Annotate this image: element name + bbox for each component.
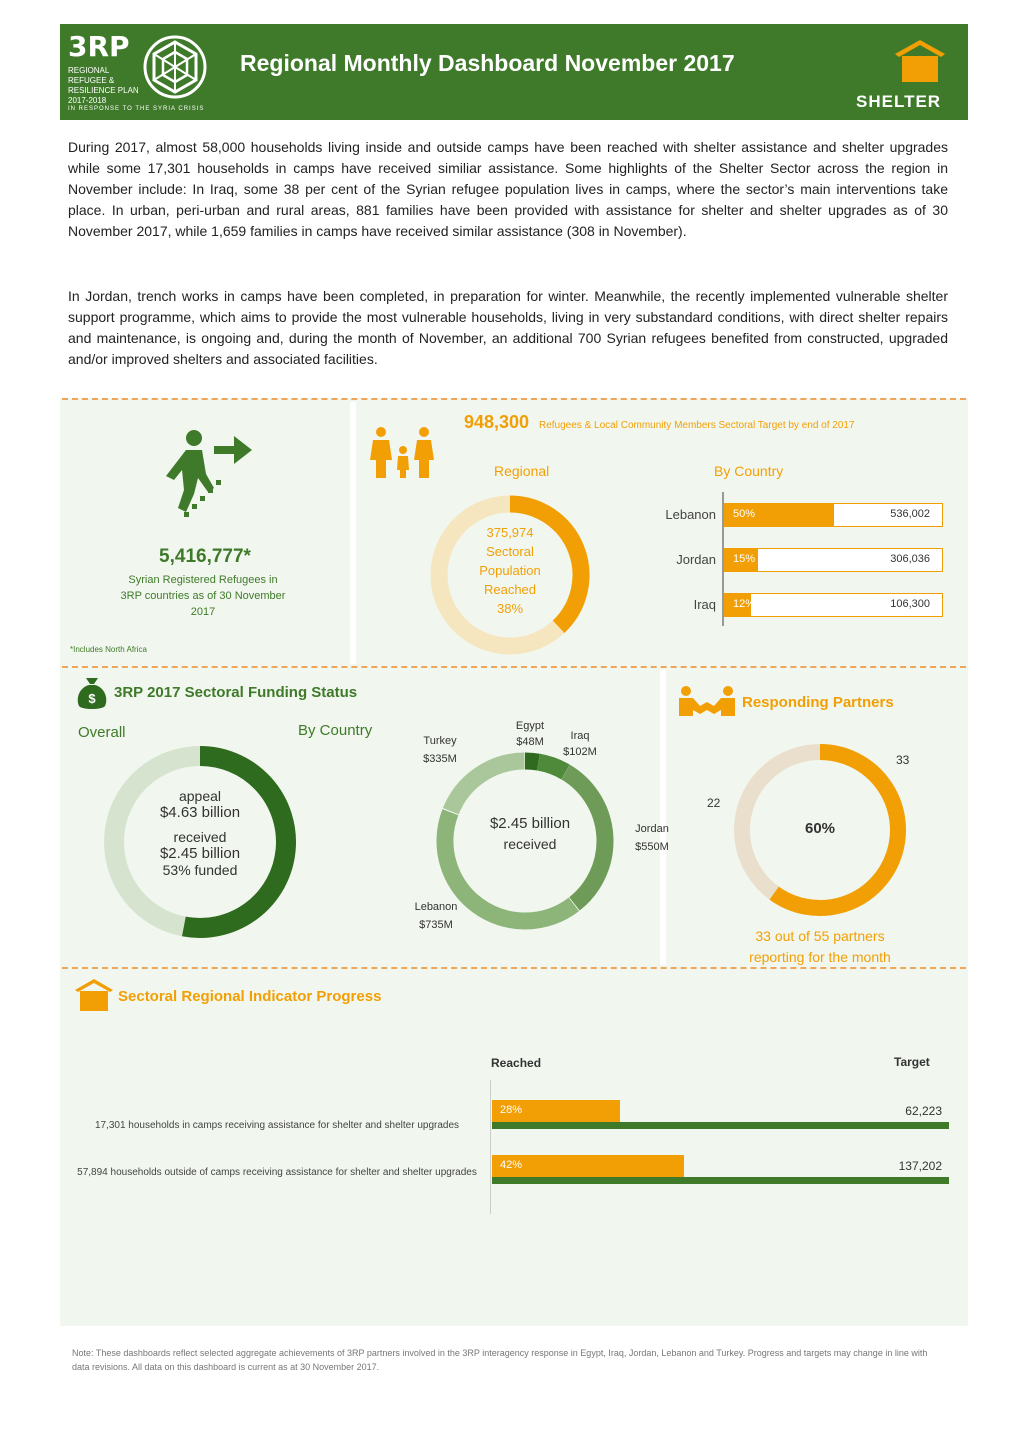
partners-reporting: 33: [896, 753, 910, 767]
footer-note: Note: These dashboards reflect selected aggregate achievements of 3RP partners involved in the 3RP interagency response in Egypt, Iraq, Jordan, Lebanon and Turkey. Progress and targets may change in line with data revisions. All data on this dashboard is current as at 30 November 2017.: [72, 1348, 928, 1372]
target-caption: Refugees & Local Community Members Sectoral Target by end of 2017: [539, 420, 855, 431]
segment-amount: $735M: [419, 919, 453, 931]
money-bag-icon: [76, 676, 108, 710]
country-bar-target: 536,002: [890, 508, 930, 520]
segment-label-jordan: [624, 820, 680, 856]
appeal-label: appeal: [178, 788, 222, 804]
segment-label-egypt: [505, 718, 555, 750]
regional-label: Regional: [494, 463, 550, 479]
refugees-caption: Syrian Registered Refugees in 3RP countries as of 30 November 2017: [120, 574, 286, 618]
reached-line3: Reached: [483, 582, 537, 597]
country-received-label: received: [503, 836, 557, 852]
country-received-value: $2.45 billion: [489, 815, 571, 832]
reached-header: Reached: [491, 1056, 542, 1070]
house-icon: [74, 978, 114, 1012]
indicators-title: Sectoral Regional Indicator Progress: [118, 988, 382, 1005]
segment-amount: $335M: [423, 753, 457, 765]
indicator-label: 57,894 households outside of camps receiving assistance for shelter and shelter upgrades: [77, 1167, 477, 1178]
by-country-label: By Country: [714, 463, 784, 479]
indicator-target: 137,202: [898, 1159, 942, 1173]
funded-pct: 53% funded: [162, 862, 238, 878]
donut-segment-turkey: [451, 761, 525, 811]
partners-caption-line1: 33 out of 55 partners: [755, 928, 885, 944]
country-bar: [724, 503, 943, 527]
refugees-footnote: *Includes North Africa: [70, 645, 147, 654]
indicator-label: 17,301 households in camps receiving assistance for shelter and shelter upgrades: [94, 1120, 460, 1131]
donut-segment-egypt: [525, 761, 538, 762]
divider: [660, 670, 666, 965]
country-donut-center: [470, 815, 590, 852]
funding-title: 3RP 2017 Sectoral Funding Status: [114, 684, 358, 701]
indicator-pct: 28%: [500, 1104, 523, 1116]
segment-amount: $102M: [563, 746, 597, 758]
target-header: Target: [894, 1055, 930, 1069]
segment-name: Turkey: [423, 735, 457, 747]
received-value: $2.45 billion: [159, 845, 241, 862]
divider: [350, 402, 356, 664]
svg-text:$: $: [88, 691, 96, 706]
segment-amount: $48M: [516, 736, 544, 748]
axis-line: [490, 1080, 491, 1214]
country-bar-target: 306,036: [890, 553, 930, 565]
segment-label-turkey: [410, 732, 470, 768]
handshake-icon: [678, 686, 736, 718]
partners-caption-line2: reporting for the month: [749, 949, 891, 965]
intro-paragraph-1: During 2017, almost 58,000 households living inside and outside camps have been reached with shelter assistance and shelter upgrades while some 17,301 households in camps have received similiar assistance. Some highlights of the Shelter Sector across the region in November include: In Iraq, some 38 per cent of the Syrian refugee population lives in camps, where the sector’s main interventions take place. In urban, peri-urban and rural areas, 881 families have been provided with assistance for shelter and shelter upgrades as of 30 November 2017, while 1,659 families in camps have received similar assistance (308 in November).: [68, 139, 948, 239]
funding-by-country-label: By Country: [298, 722, 373, 739]
refugee-walking-icon: [152, 428, 256, 518]
country-bar-target: 106,300: [890, 598, 930, 610]
country-bar-label: Iraq: [693, 597, 716, 612]
house-icon: [893, 38, 947, 84]
partners-title: Responding Partners: [742, 694, 894, 711]
funding-overall-label: Overall: [78, 724, 126, 741]
country-bar-label: Jordan: [676, 552, 716, 567]
sector-label: SHELTER: [856, 92, 942, 111]
country-bar: [724, 593, 943, 617]
partners-caption: [720, 926, 920, 968]
country-bar-label: Lebanon: [665, 507, 716, 522]
reached-pct: 38%: [496, 601, 524, 616]
logo-3rp: 3RP: [68, 30, 130, 63]
refugees-count: 5,416,777*: [159, 546, 251, 567]
target-value: 948,300: [464, 412, 530, 432]
indicator-target-bar: [492, 1177, 949, 1184]
emblem-icon: [142, 34, 208, 100]
appeal-value: $4.63 billion: [159, 804, 241, 821]
indicator-pct: 42%: [500, 1159, 523, 1171]
segment-name: Lebanon: [414, 901, 458, 913]
segment-label-iraq: [552, 728, 608, 760]
segment-name: Iraq: [570, 730, 590, 742]
reached-value: 375,974: [486, 525, 534, 540]
segment-name: Egypt: [515, 720, 545, 732]
segment-label-lebanon: [404, 898, 468, 934]
indicator-target-bar: [492, 1122, 949, 1129]
received-label: received: [173, 829, 227, 845]
regional-donut-label: [460, 523, 560, 618]
donut-segment-iraq: [539, 762, 566, 772]
divider: [62, 666, 966, 668]
logo-subtitle: REGIONAL REFUGEE & RESILIENCE PLAN 2017-2018: [68, 66, 139, 105]
indicator-target: 62,223: [905, 1104, 942, 1118]
intro-paragraph-2: In Jordan, trench works in camps have been completed, in preparation for winter. Meanwhile, the recently implemented vulnerable shelter support programme, which aims to provide the most vulnerable households, living in very substandard conditions, with direct shelter repairs and maintenance, is ongoing and, during the month of November, an additional 700 Syrian refugees benefited from constructed, upgraded and/or improved shelters and associated facilities.: [68, 288, 948, 367]
partners-not-reporting: 22: [707, 796, 721, 810]
segment-name: Jordan: [635, 823, 669, 835]
divider: [62, 398, 966, 400]
country-bar-pct: 50%: [733, 508, 756, 520]
overall-donut-label: [130, 788, 270, 878]
country-bar: [724, 548, 943, 572]
family-icon: [368, 426, 438, 480]
reached-line1: Sectoral: [486, 544, 534, 559]
page-title: Regional Monthly Dashboard November 2017: [240, 50, 735, 76]
country-bar-pct: 15%: [733, 553, 756, 565]
logo-tagline: IN RESPONSE TO THE SYRIA CRISIS: [68, 106, 205, 112]
country-bar-pct: 12%: [733, 598, 756, 610]
reached-line2: Population: [479, 563, 541, 578]
partners-pct: 60%: [804, 820, 836, 837]
segment-amount: $550M: [635, 841, 669, 853]
